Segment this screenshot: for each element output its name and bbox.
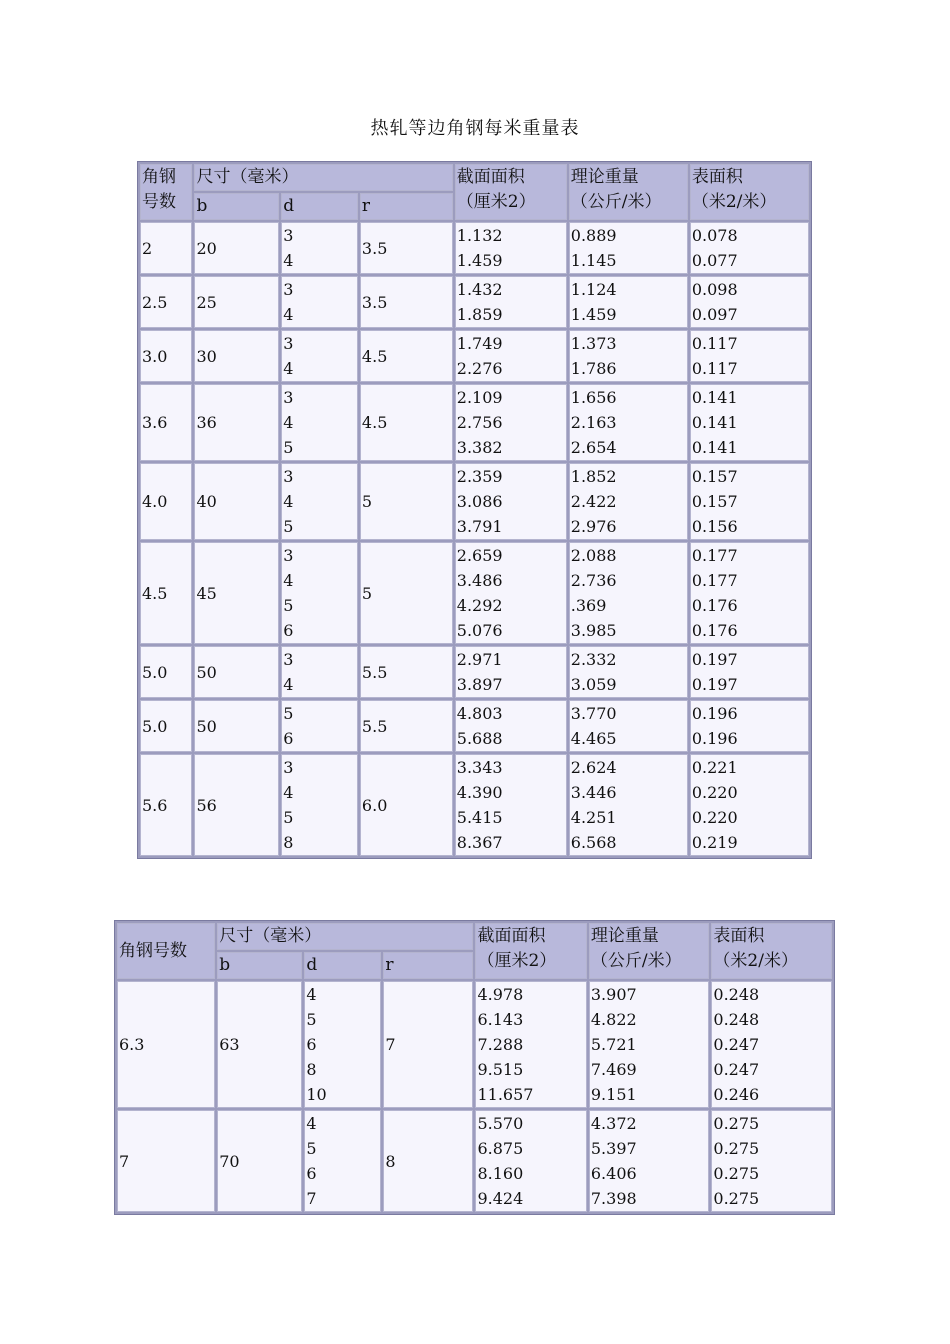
cell-weight-value: 2.736 bbox=[570, 571, 617, 590]
cell-weight bbox=[589, 981, 710, 1108]
header-b: b bbox=[194, 193, 279, 220]
cell-b: 25 bbox=[194, 276, 279, 328]
header-area-line-2: （厘米2） bbox=[477, 951, 557, 971]
cell-surface-value: 0.220 bbox=[691, 808, 738, 827]
cell-area-value: 2.659 bbox=[456, 546, 503, 565]
cell-weight bbox=[569, 646, 688, 698]
cell-d-value: 8 bbox=[283, 833, 294, 852]
cell-d-value: 5 bbox=[283, 808, 294, 827]
table-row bbox=[117, 1110, 832, 1212]
header-size: 尺寸（毫米） bbox=[217, 923, 473, 950]
cell-weight-value: 1.459 bbox=[570, 305, 617, 324]
cell-b: 40 bbox=[194, 463, 279, 540]
cell-area-value: 5.415 bbox=[456, 808, 503, 827]
cell-r: 6.0 bbox=[360, 754, 453, 856]
header-weight-line-2: （公斤/米） bbox=[590, 951, 682, 971]
cell-weight-value: 3.907 bbox=[590, 985, 637, 1004]
cell-d-value: 3 bbox=[283, 467, 294, 486]
cell-d bbox=[281, 330, 358, 382]
cell-surface-value: 0.077 bbox=[691, 251, 738, 270]
cell-area-value: 7.288 bbox=[477, 1035, 524, 1054]
cell-surface bbox=[690, 463, 809, 540]
header-area-line-2: （厘米2） bbox=[456, 192, 536, 212]
cell-surface bbox=[711, 981, 832, 1108]
cell-d-value: 4 bbox=[283, 413, 294, 432]
cell-d bbox=[281, 222, 358, 274]
cell-weight bbox=[569, 222, 688, 274]
cell-weight-value: 4.822 bbox=[590, 1010, 637, 1029]
cell-weight-value: 7.469 bbox=[590, 1060, 637, 1079]
header-b: b bbox=[217, 952, 302, 979]
cell-area bbox=[455, 330, 567, 382]
header-code bbox=[140, 164, 192, 220]
cell-surface-value: 0.275 bbox=[713, 1114, 760, 1133]
cell-d-value: 6 bbox=[283, 729, 294, 748]
cell-r: 5.5 bbox=[360, 646, 453, 698]
header-weight-line-1: 理论重量 bbox=[590, 926, 659, 946]
cell-code: 5.0 bbox=[140, 700, 192, 752]
cell-d-value: 3 bbox=[283, 758, 294, 777]
cell-area bbox=[455, 384, 567, 461]
cell-code: 6.3 bbox=[117, 981, 215, 1108]
cell-b: 50 bbox=[194, 646, 279, 698]
cell-area-value: 6.143 bbox=[477, 1010, 524, 1029]
cell-d-value: 3 bbox=[283, 650, 294, 669]
cell-area-value: 11.657 bbox=[477, 1085, 534, 1104]
cell-weight bbox=[569, 384, 688, 461]
header-r: r bbox=[360, 193, 453, 220]
cell-code: 2 bbox=[140, 222, 192, 274]
cell-weight-value: 2.332 bbox=[570, 650, 617, 669]
cell-d bbox=[281, 463, 358, 540]
cell-area bbox=[455, 700, 567, 752]
cell-surface bbox=[690, 276, 809, 328]
table-row bbox=[140, 330, 809, 382]
cell-d-value: 4 bbox=[283, 305, 294, 324]
cell-code: 7 bbox=[117, 1110, 215, 1212]
cell-area-value: 2.109 bbox=[456, 388, 503, 407]
table-row bbox=[117, 981, 832, 1108]
cell-d-value: 4 bbox=[283, 251, 294, 270]
cell-d-value: 4 bbox=[283, 359, 294, 378]
cell-surface-value: 0.177 bbox=[691, 571, 738, 590]
cell-weight-value: 3.446 bbox=[570, 783, 617, 802]
cell-surface-value: 0.176 bbox=[691, 596, 738, 615]
cell-area-value: 1.459 bbox=[456, 251, 503, 270]
cell-surface-value: 0.275 bbox=[713, 1164, 760, 1183]
cell-d-value: 3 bbox=[283, 388, 294, 407]
cell-surface bbox=[690, 384, 809, 461]
cell-weight-value: 4.251 bbox=[570, 808, 617, 827]
cell-d bbox=[304, 981, 381, 1108]
cell-weight-value: 1.124 bbox=[570, 280, 617, 299]
cell-surface-value: 0.196 bbox=[691, 704, 738, 723]
cell-r: 5 bbox=[360, 463, 453, 540]
cell-d-value: 4 bbox=[283, 492, 294, 511]
cell-area-value: 5.570 bbox=[477, 1114, 524, 1133]
cell-weight-value: 4.372 bbox=[590, 1114, 637, 1133]
cell-d-value: 3 bbox=[283, 280, 294, 299]
cell-area bbox=[455, 222, 567, 274]
cell-surface-value: 0.078 bbox=[691, 226, 738, 245]
cell-weight-value: 1.145 bbox=[570, 251, 617, 270]
cell-d-value: 3 bbox=[283, 334, 294, 353]
cell-code: 5.0 bbox=[140, 646, 192, 698]
cell-surface-value: 0.248 bbox=[713, 985, 760, 1004]
header-surface-line-2: （米2/米） bbox=[713, 951, 798, 971]
cell-weight-value: .369 bbox=[570, 596, 607, 615]
cell-area-value: 9.515 bbox=[477, 1060, 524, 1079]
cell-surface bbox=[690, 700, 809, 752]
cell-code: 3.6 bbox=[140, 384, 192, 461]
cell-surface-value: 0.177 bbox=[691, 546, 738, 565]
cell-b: 30 bbox=[194, 330, 279, 382]
cell-area-value: 2.971 bbox=[456, 650, 503, 669]
header-area-line-1: 截面面积 bbox=[477, 926, 546, 946]
cell-area-value: 2.359 bbox=[456, 467, 503, 486]
cell-weight-value: 3.985 bbox=[570, 621, 617, 640]
cell-weight-value: 4.465 bbox=[570, 729, 617, 748]
cell-b: 63 bbox=[217, 981, 302, 1108]
cell-area-value: 2.756 bbox=[456, 413, 503, 432]
cell-code: 4.0 bbox=[140, 463, 192, 540]
cell-area-value: 5.688 bbox=[456, 729, 503, 748]
cell-area-value: 5.076 bbox=[456, 621, 503, 640]
cell-surface-value: 0.098 bbox=[691, 280, 738, 299]
cell-weight bbox=[589, 1110, 710, 1212]
cell-d-value: 5 bbox=[283, 517, 294, 536]
cell-b: 20 bbox=[194, 222, 279, 274]
cell-weight-value: 1.786 bbox=[570, 359, 617, 378]
table-row bbox=[140, 276, 809, 328]
cell-d-value: 3 bbox=[283, 546, 294, 565]
cell-area-value: 9.424 bbox=[477, 1189, 524, 1208]
header-row-1 bbox=[117, 923, 832, 950]
header-weight bbox=[589, 923, 710, 979]
cell-b: 36 bbox=[194, 384, 279, 461]
cell-r: 7 bbox=[383, 981, 473, 1108]
cell-area-value: 3.382 bbox=[456, 438, 503, 457]
cell-surface-value: 0.176 bbox=[691, 621, 738, 640]
header-d: d bbox=[304, 952, 381, 979]
cell-d-value: 3 bbox=[283, 226, 294, 245]
header-surface-line-1: 表面积 bbox=[713, 926, 765, 946]
cell-d bbox=[281, 384, 358, 461]
cell-d bbox=[281, 754, 358, 856]
cell-weight bbox=[569, 463, 688, 540]
cell-d bbox=[281, 700, 358, 752]
header-code-line-1: 角钢 bbox=[142, 167, 176, 187]
cell-r: 3.5 bbox=[360, 276, 453, 328]
cell-d-value: 6 bbox=[283, 621, 294, 640]
cell-d-value: 4 bbox=[306, 985, 317, 1004]
header-area bbox=[475, 923, 586, 979]
table-row bbox=[140, 646, 809, 698]
cell-weight-value: 2.976 bbox=[570, 517, 617, 536]
cell-r: 3.5 bbox=[360, 222, 453, 274]
cell-area bbox=[455, 542, 567, 644]
cell-b: 50 bbox=[194, 700, 279, 752]
table-row bbox=[140, 542, 809, 644]
cell-d-value: 4 bbox=[283, 783, 294, 802]
cell-area-value: 1.132 bbox=[456, 226, 503, 245]
header-surface-line-2: （米2/米） bbox=[691, 192, 777, 212]
cell-d-value: 4 bbox=[306, 1114, 317, 1133]
cell-area-value: 1.432 bbox=[456, 280, 503, 299]
cell-d-value: 10 bbox=[306, 1085, 327, 1104]
cell-weight bbox=[569, 276, 688, 328]
cell-area-value: 4.803 bbox=[456, 704, 503, 723]
cell-surface bbox=[690, 542, 809, 644]
cell-area-value: 4.978 bbox=[477, 985, 524, 1004]
cell-area-value: 2.276 bbox=[456, 359, 503, 378]
cell-d-value: 6 bbox=[306, 1164, 317, 1183]
cell-surface bbox=[711, 1110, 832, 1212]
cell-surface-value: 0.141 bbox=[691, 388, 738, 407]
cell-b: 56 bbox=[194, 754, 279, 856]
header-surface-line-1: 表面积 bbox=[691, 167, 743, 187]
cell-code: 4.5 bbox=[140, 542, 192, 644]
cell-surface-value: 0.117 bbox=[691, 334, 738, 353]
table-row bbox=[140, 754, 809, 856]
page-title: 热轧等边角钢每米重量表 bbox=[370, 118, 580, 139]
header-row-1 bbox=[140, 164, 809, 191]
cell-surface-value: 0.219 bbox=[691, 833, 738, 852]
cell-r: 4.5 bbox=[360, 384, 453, 461]
cell-weight-value: 2.654 bbox=[570, 438, 617, 457]
cell-d bbox=[281, 646, 358, 698]
cell-weight bbox=[569, 754, 688, 856]
cell-surface-value: 0.220 bbox=[691, 783, 738, 802]
cell-surface-value: 0.097 bbox=[691, 305, 738, 324]
cell-r: 5.5 bbox=[360, 700, 453, 752]
header-d: d bbox=[281, 193, 358, 220]
header-surface bbox=[711, 923, 832, 979]
cell-d bbox=[281, 276, 358, 328]
cell-area bbox=[455, 754, 567, 856]
cell-r: 4.5 bbox=[360, 330, 453, 382]
cell-weight-value: 1.656 bbox=[570, 388, 617, 407]
header-code-line-2: 号数 bbox=[142, 192, 176, 212]
cell-surface-value: 0.141 bbox=[691, 413, 738, 432]
angle-steel-table-1 bbox=[137, 161, 812, 859]
header-surface bbox=[690, 164, 809, 220]
cell-d-value: 5 bbox=[306, 1010, 317, 1029]
cell-area bbox=[475, 1110, 586, 1212]
cell-area-value: 6.875 bbox=[477, 1139, 524, 1158]
cell-weight-value: 6.568 bbox=[570, 833, 617, 852]
cell-r: 8 bbox=[383, 1110, 473, 1212]
header-weight-line-1: 理论重量 bbox=[570, 167, 639, 187]
cell-d-value: 5 bbox=[306, 1139, 317, 1158]
cell-weight bbox=[569, 542, 688, 644]
cell-code: 3.0 bbox=[140, 330, 192, 382]
cell-code: 2.5 bbox=[140, 276, 192, 328]
cell-surface-value: 0.248 bbox=[713, 1010, 760, 1029]
cell-weight-value: 2.422 bbox=[570, 492, 617, 511]
cell-d-value: 7 bbox=[306, 1189, 317, 1208]
header-area bbox=[455, 164, 567, 220]
cell-weight-value: 9.151 bbox=[590, 1085, 637, 1104]
cell-surface bbox=[690, 330, 809, 382]
cell-weight-value: 7.398 bbox=[590, 1189, 637, 1208]
header-code: 角钢号数 bbox=[117, 923, 215, 979]
cell-area-value: 8.367 bbox=[456, 833, 503, 852]
cell-code: 5.6 bbox=[140, 754, 192, 856]
cell-surface bbox=[690, 754, 809, 856]
table-row bbox=[140, 222, 809, 274]
cell-surface bbox=[690, 646, 809, 698]
cell-area-value: 8.160 bbox=[477, 1164, 524, 1183]
cell-weight-value: 6.406 bbox=[590, 1164, 637, 1183]
cell-surface-value: 0.157 bbox=[691, 492, 738, 511]
cell-surface-value: 0.246 bbox=[713, 1085, 760, 1104]
cell-area-value: 3.343 bbox=[456, 758, 503, 777]
cell-weight-value: 2.624 bbox=[570, 758, 617, 777]
cell-d-value: 8 bbox=[306, 1060, 317, 1079]
cell-area bbox=[455, 276, 567, 328]
cell-weight-value: 3.059 bbox=[570, 675, 617, 694]
cell-surface-value: 0.247 bbox=[713, 1060, 760, 1079]
cell-weight-value: 2.163 bbox=[570, 413, 617, 432]
cell-b: 45 bbox=[194, 542, 279, 644]
cell-d-value: 6 bbox=[306, 1035, 317, 1054]
cell-surface-value: 0.275 bbox=[713, 1189, 760, 1208]
cell-weight-value: 5.397 bbox=[590, 1139, 637, 1158]
cell-area-value: 3.791 bbox=[456, 517, 503, 536]
cell-area bbox=[455, 646, 567, 698]
cell-d-value: 4 bbox=[283, 571, 294, 590]
cell-weight bbox=[569, 700, 688, 752]
cell-weight-value: 0.889 bbox=[570, 226, 617, 245]
cell-area bbox=[455, 463, 567, 540]
cell-surface-value: 0.156 bbox=[691, 517, 738, 536]
cell-surface-value: 0.157 bbox=[691, 467, 738, 486]
cell-area-value: 4.390 bbox=[456, 783, 503, 802]
cell-area-value: 4.292 bbox=[456, 596, 503, 615]
cell-area-value: 3.486 bbox=[456, 571, 503, 590]
cell-d-value: 5 bbox=[283, 596, 294, 615]
table-row bbox=[140, 384, 809, 461]
cell-surface bbox=[690, 222, 809, 274]
cell-surface-value: 0.247 bbox=[713, 1035, 760, 1054]
cell-d-value: 4 bbox=[283, 675, 294, 694]
cell-area-value: 3.897 bbox=[456, 675, 503, 694]
cell-area bbox=[475, 981, 586, 1108]
cell-weight-value: 2.088 bbox=[570, 546, 617, 565]
cell-surface-value: 0.197 bbox=[691, 675, 738, 694]
header-weight bbox=[569, 164, 688, 220]
cell-surface-value: 0.141 bbox=[691, 438, 738, 457]
table-row bbox=[140, 463, 809, 540]
cell-d-value: 5 bbox=[283, 438, 294, 457]
cell-b: 70 bbox=[217, 1110, 302, 1212]
cell-surface-value: 0.196 bbox=[691, 729, 738, 748]
cell-area-value: 3.086 bbox=[456, 492, 503, 511]
cell-surface-value: 0.275 bbox=[713, 1139, 760, 1158]
cell-weight-value: 1.373 bbox=[570, 334, 617, 353]
angle-steel-table-2 bbox=[114, 920, 835, 1215]
cell-surface-value: 0.221 bbox=[691, 758, 738, 777]
header-area-line-1: 截面面积 bbox=[456, 167, 525, 187]
cell-weight bbox=[569, 330, 688, 382]
cell-surface-value: 0.117 bbox=[691, 359, 738, 378]
header-size: 尺寸（毫米） bbox=[194, 164, 452, 191]
cell-surface-value: 0.197 bbox=[691, 650, 738, 669]
cell-d bbox=[304, 1110, 381, 1212]
header-weight-line-2: （公斤/米） bbox=[570, 192, 662, 212]
cell-weight-value: 5.721 bbox=[590, 1035, 637, 1054]
cell-area-value: 1.859 bbox=[456, 305, 503, 324]
cell-d-value: 5 bbox=[283, 704, 294, 723]
cell-area-value: 1.749 bbox=[456, 334, 503, 353]
cell-d bbox=[281, 542, 358, 644]
header-r: r bbox=[383, 952, 473, 979]
cell-r: 5 bbox=[360, 542, 453, 644]
table-row bbox=[140, 700, 809, 752]
cell-weight-value: 1.852 bbox=[570, 467, 617, 486]
cell-weight-value: 3.770 bbox=[570, 704, 617, 723]
